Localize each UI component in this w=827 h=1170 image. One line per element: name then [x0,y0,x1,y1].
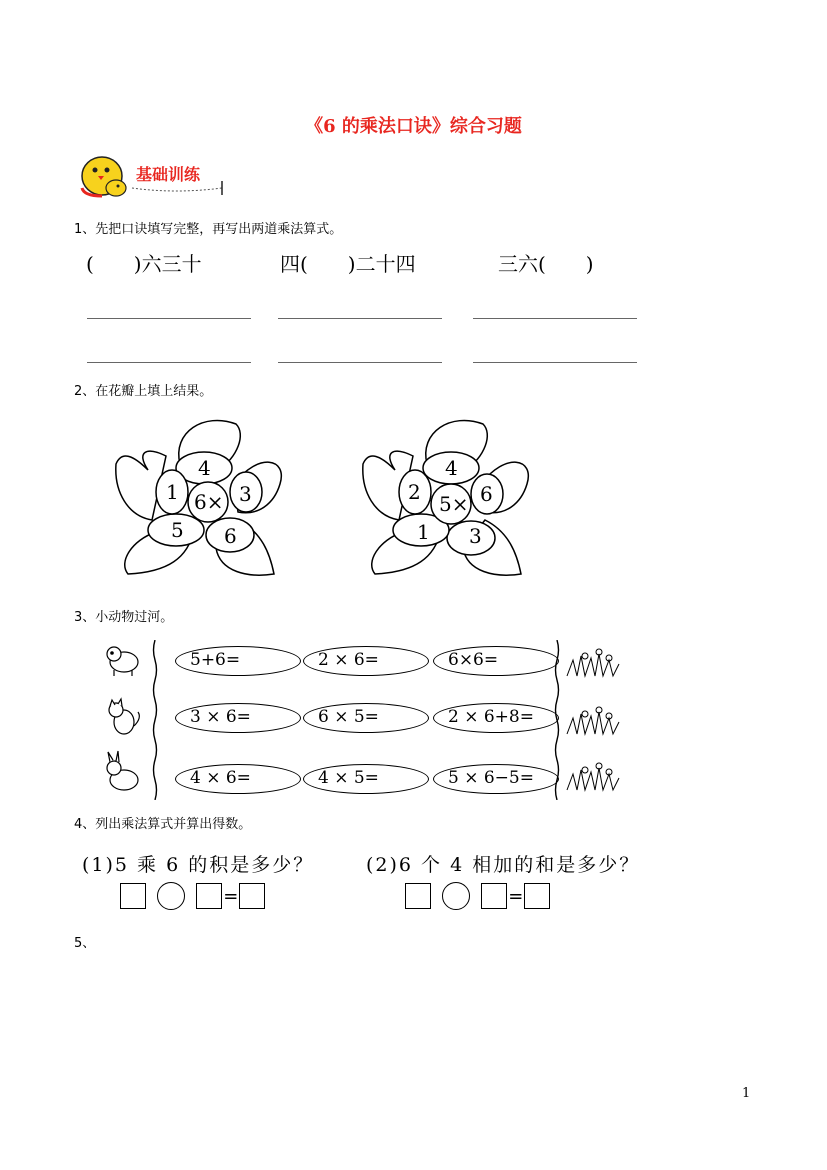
flower-1-center: 6× [194,490,224,514]
flower-2-petal: 1 [417,520,430,544]
equals-sign: = [508,885,524,907]
question-5-prompt: 5、 [74,936,96,951]
question-4-prompt: 4、列出乘法算式并算出得数。 [74,817,252,832]
answer-box[interactable] [120,883,146,909]
grass-icons [565,642,625,802]
flower-1-petal: 4 [198,456,211,480]
flower-2-petal: 2 [408,480,421,504]
page-title: 《6 的乘法口诀》综合习题 [305,116,522,137]
answer-line[interactable] [87,318,251,319]
q1-item-3: 三六( ) [498,252,594,276]
question-3-prompt: 3、小动物过河。 [74,610,174,625]
answer-box[interactable] [481,883,507,909]
stepping-stone[interactable]: 4 × 5= [303,764,429,794]
flower-1-petal: 5 [171,518,184,542]
flower-1-petal: 1 [166,480,179,504]
river-bank-left [150,640,160,800]
stepping-stone[interactable]: 2 × 6= [303,646,429,676]
answer-line[interactable] [473,318,637,319]
answer-box[interactable] [524,883,550,909]
operator-circle[interactable] [442,882,470,910]
badge-label: 基础训练 [136,165,201,184]
answer-line[interactable] [278,318,442,319]
page-number: 1 [742,1086,751,1101]
stepping-stone[interactable]: 5+6= [175,646,301,676]
q4-part-2: (2)6 个 4 相加的和是多少？ [366,854,641,876]
stepping-stone[interactable]: 4 × 6= [175,764,301,794]
answer-box[interactable] [239,883,265,909]
q1-item-2: 四( )二十四 [280,252,416,276]
flower-1-petal: 3 [239,482,252,506]
answer-line[interactable] [278,362,442,363]
answer-box[interactable] [405,883,431,909]
flower-2-petal: 3 [469,524,482,548]
stepping-stone[interactable]: 6×6= [433,646,559,676]
stepping-stone[interactable]: 6 × 5= [303,703,429,733]
q4-answer-row-1 [120,882,265,910]
stepping-stone[interactable]: 5 × 6−5= [433,764,559,794]
stepping-stone[interactable]: 3 × 6= [175,703,301,733]
flower-2-center: 5× [439,492,469,516]
q4-answer-row-2 [405,882,550,910]
stepping-stone[interactable]: 2 × 6+8= [433,703,559,733]
question-2-prompt: 2、在花瓣上填上结果。 [74,384,213,399]
flower-2-petal: 4 [445,456,458,480]
q1-item-1: ( )六三十 [86,252,202,276]
answer-box[interactable] [196,883,222,909]
operator-circle[interactable] [157,882,185,910]
animal-icons [100,640,146,800]
flower-2-petal: 6 [480,482,493,506]
section-badge [76,150,236,200]
question-1-prompt: 1、先把口诀填写完整，再写出两道乘法算式。 [74,222,343,237]
flower-1-petal: 6 [224,524,237,548]
equals-sign: = [223,885,239,907]
answer-line[interactable] [473,362,637,363]
answer-line[interactable] [87,362,251,363]
q4-part-1: (1)5 乘 6 的积是多少？ [82,854,315,876]
